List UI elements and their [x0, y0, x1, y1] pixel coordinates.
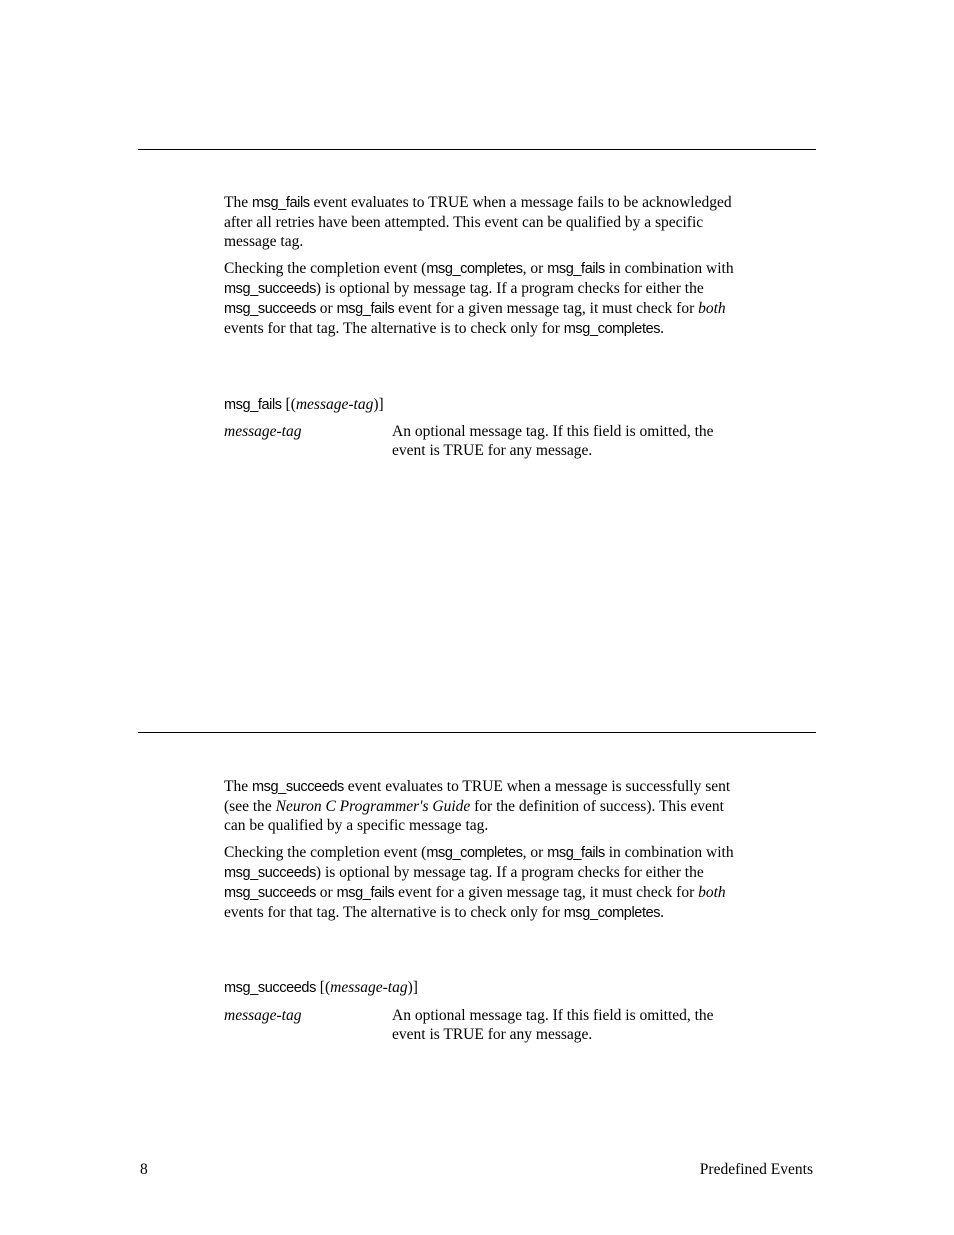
msg-succeeds-completion-note: Checking the completion event (msg_completes, or msg_fails in combination with msg_succeeds) is optional by message tag. If a program checks for either the msg_succeeds or msg_fails event for a given message tag, it must check for both events for that tag. The alternative is to check only for msg_completes.	[224, 844, 734, 921]
param-name: message-tag	[224, 423, 302, 440]
keyword: msg_fails	[336, 885, 395, 901]
param-description: An optional message tag. If this field is omitted, the event is TRUE for any message.	[392, 1007, 714, 1043]
msg-fails-syntax: msg_fails [(message-tag)]	[224, 396, 384, 413]
keyword: msg_completes	[426, 845, 523, 861]
keyword: msg_succeeds	[224, 885, 316, 901]
msg-succeeds-syntax: msg_succeeds [(message-tag)]	[224, 979, 418, 996]
msg-fails-description: The msg_fails event evaluates to TRUE when a message fails to be acknowledged after all retries have been attempted. This event can be qualified by a specific message tag.	[224, 194, 732, 250]
section-divider	[138, 149, 816, 150]
book-title: Neuron C Programmer's Guide	[275, 798, 471, 815]
msg-succeeds-description: The msg_succeeds event evaluates to TRUE when a message is successfully sent (see the Neuron C Programmer's Guide for the definition of success). This event can be qualified by a specific message tag.	[224, 778, 731, 834]
keyword: msg_succeeds	[224, 281, 316, 297]
page-number: 8	[140, 1161, 148, 1178]
keyword: msg_succeeds	[251, 779, 344, 795]
param-name: message-tag	[224, 1007, 302, 1024]
keyword: msg_completes	[563, 905, 661, 921]
keyword: msg_fails	[336, 301, 395, 317]
keyword: msg_fails	[251, 195, 310, 211]
keyword: msg_completes	[563, 321, 661, 337]
msg-fails-completion-note: Checking the completion event (msg_completes, or msg_fails in combination with msg_succeeds) is optional by message tag. If a program checks for either the msg_succeeds or msg_fails event for a given message tag, it must check for both events for that tag. The alternative is to check only for msg_completes.	[224, 260, 734, 337]
section-divider	[138, 732, 816, 733]
keyword: msg_completes	[426, 261, 523, 277]
keyword: msg_succeeds	[224, 301, 316, 317]
keyword: msg_fails	[547, 845, 605, 861]
keyword: msg_fails	[547, 261, 605, 277]
chapter-title: Predefined Events	[699, 1161, 813, 1178]
keyword: msg_succeeds	[224, 865, 316, 881]
param-description: An optional message tag. If this field is omitted, the event is TRUE for any message.	[392, 423, 714, 459]
